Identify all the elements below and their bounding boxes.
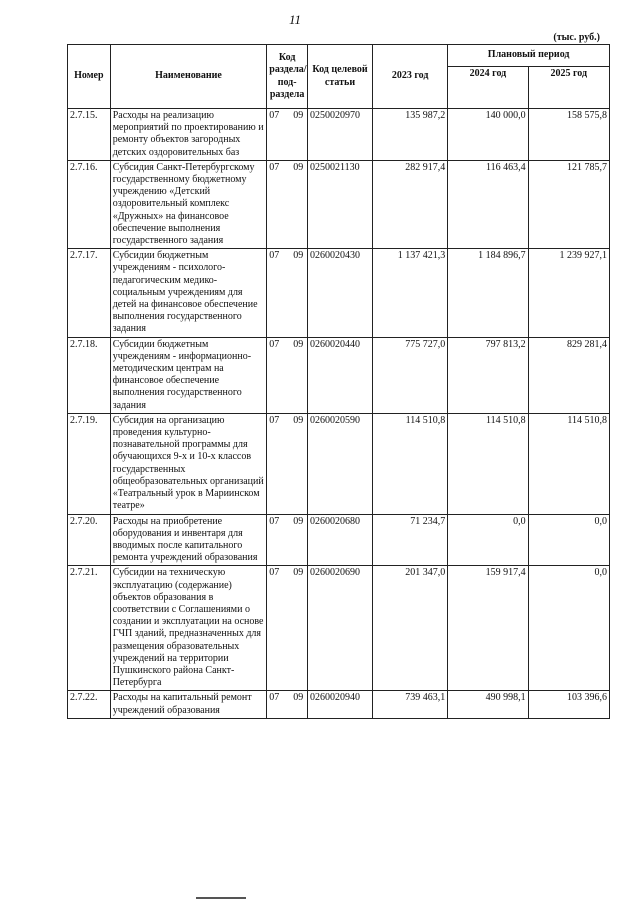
row-number: 2.7.21.	[68, 566, 111, 691]
table-row	[68, 413, 610, 514]
row-section-code	[267, 691, 308, 718]
row-amount-2024: 159 917,4	[448, 566, 528, 691]
table-row	[68, 160, 610, 248]
row-amount-2025: 0,0	[528, 566, 609, 691]
row-number: 2.7.19.	[68, 413, 111, 514]
row-target-code: 0260020440	[307, 337, 372, 413]
row-number: 2.7.16.	[68, 160, 111, 248]
row-subsection: 09	[293, 338, 304, 350]
row-section: 07	[269, 692, 280, 704]
row-amount-2025: 158 575,8	[528, 109, 609, 161]
units-label: (тыс. руб.)	[553, 32, 600, 43]
table-row	[68, 691, 610, 718]
header-name: Наименование	[110, 45, 267, 109]
row-amount-2024: 1 184 896,7	[448, 249, 528, 337]
row-target-code: 0260020590	[307, 413, 372, 514]
row-name: Субсидия на организацию проведения культурно-познавательной программы для обучающихся 9-х и 10-х классов государственных общеобразовательных организаций «Театральный урок в Мариинском театре»	[110, 413, 267, 514]
row-name: Субсидии на техническую эксплуатацию (содержание) объектов образования в соответствии с Соглашениями о создании и эксплуатации на основе ГЧП зданий, предназначенных для размещения образовательных учреждений на территории Пушкинского района Санкт-Петербурга	[110, 566, 267, 691]
row-subsection: 09	[293, 161, 304, 173]
row-amount-2023: 1 137 421,3	[373, 249, 448, 337]
row-subsection: 09	[293, 110, 304, 121]
row-name: Расходы на реализацию мероприятий по проектированию и ремонту объектов загородных детских оздоровительных баз	[110, 109, 267, 161]
header-year-2024: 2024 год	[448, 67, 528, 109]
row-target-code: 0260020940	[307, 691, 372, 718]
header-target-code: Код целевой статьи	[307, 45, 372, 109]
row-amount-2024: 114 510,8	[448, 413, 528, 514]
row-amount-2023: 739 463,1	[373, 691, 448, 718]
row-name: Расходы на приобретение оборудования и инвентаря для вводимых после капитального ремонта учреждений образования	[110, 514, 267, 566]
row-section-code	[267, 160, 308, 248]
row-number: 2.7.20.	[68, 514, 111, 566]
budget-table	[67, 44, 610, 719]
table-row	[68, 337, 610, 413]
table-row	[68, 249, 610, 337]
row-name: Субсидии бюджетным учреждениям - психолого-педагогическим медико-социальным учреждениям для детей на финансовое обеспечение выполнения государственного задания	[110, 249, 267, 337]
table-row	[68, 109, 610, 161]
row-number: 2.7.22.	[68, 691, 111, 718]
row-amount-2023: 282 917,4	[373, 160, 448, 248]
row-section: 07	[269, 414, 280, 426]
row-section-code	[267, 566, 308, 691]
row-section: 07	[269, 515, 280, 527]
row-number: 2.7.17.	[68, 249, 111, 337]
row-subsection: 09	[293, 515, 304, 527]
row-amount-2023: 135 987,2	[373, 109, 448, 161]
row-name: Субсидии бюджетным учреждениям - информационно-методическим центрам на финансовое обеспечение выполнения государственного задания	[110, 337, 267, 413]
row-amount-2025: 121 785,7	[528, 160, 609, 248]
row-subsection: 09	[293, 567, 304, 579]
table-body	[68, 109, 610, 719]
row-amount-2025: 114 510,8	[528, 413, 609, 514]
row-number: 2.7.15.	[68, 109, 111, 161]
row-number: 2.7.18.	[68, 337, 111, 413]
table-header	[68, 45, 610, 109]
header-section-code: Код раздела/ под- раздела	[267, 45, 308, 109]
row-amount-2025: 1 239 927,1	[528, 249, 609, 337]
row-amount-2023: 775 727,0	[373, 337, 448, 413]
row-amount-2024: 140 000,0	[448, 109, 528, 161]
row-target-code: 0250021130	[307, 160, 372, 248]
row-name: Расходы на капитальный ремонт учреждений образования	[110, 691, 267, 718]
row-target-code: 0250020970	[307, 109, 372, 161]
table-row	[68, 566, 610, 691]
row-section-code	[267, 413, 308, 514]
header-year-2025: 2025 год	[528, 67, 609, 109]
row-name: Субсидия Санкт-Петербургскому государственному бюджетному учреждению «Детский оздоровительный комплекс «Дружных» на финансовое обеспечение выполнения государственного задания	[110, 160, 267, 248]
page-number: 11	[288, 12, 302, 27]
row-section: 07	[269, 161, 280, 173]
row-section-code	[267, 249, 308, 337]
row-section-code	[267, 337, 308, 413]
row-section: 07	[269, 567, 280, 579]
row-section: 07	[269, 110, 280, 121]
row-amount-2023: 114 510,8	[373, 413, 448, 514]
row-subsection: 09	[293, 250, 304, 262]
row-amount-2024: 116 463,4	[448, 160, 528, 248]
footer-mark	[196, 897, 246, 899]
row-amount-2024: 490 998,1	[448, 691, 528, 718]
row-section-code	[267, 109, 308, 161]
row-target-code: 0260020680	[307, 514, 372, 566]
header-number: Номер	[68, 45, 111, 109]
header-year-2023: 2023 год	[373, 45, 448, 109]
row-target-code: 0260020690	[307, 566, 372, 691]
header-planned-period: Плановый период	[448, 45, 610, 67]
row-section: 07	[269, 338, 280, 350]
row-amount-2025: 103 396,6	[528, 691, 609, 718]
row-amount-2025: 0,0	[528, 514, 609, 566]
row-amount-2024: 797 813,2	[448, 337, 528, 413]
row-amount-2023: 71 234,7	[373, 514, 448, 566]
row-subsection: 09	[293, 414, 304, 426]
table-row	[68, 514, 610, 566]
row-subsection: 09	[293, 692, 304, 704]
row-section: 07	[269, 250, 280, 262]
row-section-code	[267, 514, 308, 566]
row-target-code: 0260020430	[307, 249, 372, 337]
row-amount-2025: 829 281,4	[528, 337, 609, 413]
row-amount-2023: 201 347,0	[373, 566, 448, 691]
row-amount-2024: 0,0	[448, 514, 528, 566]
